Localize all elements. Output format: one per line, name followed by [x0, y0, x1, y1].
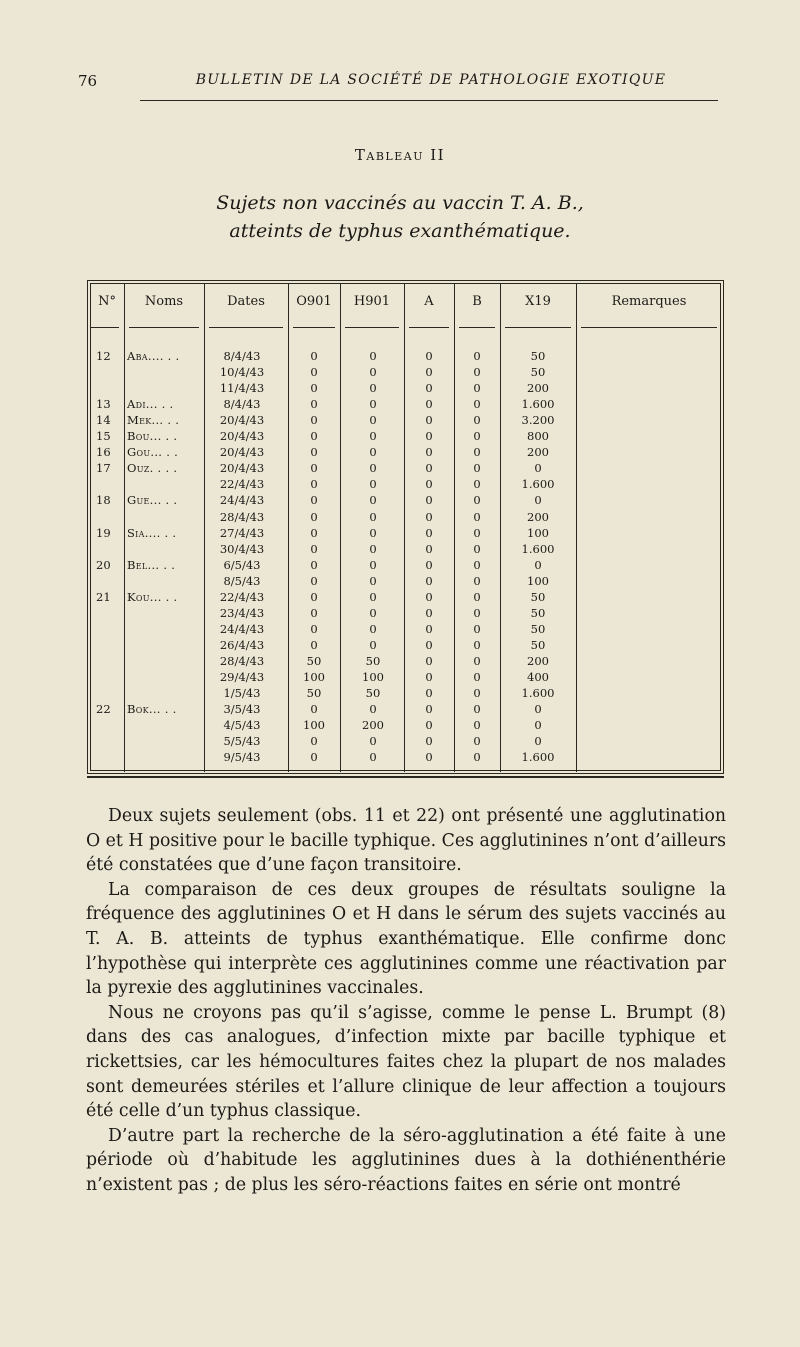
- running-header: [78, 72, 718, 96]
- row-number: 12: [96, 349, 111, 363]
- table-row: [90, 606, 720, 622]
- row-h901: 200: [362, 718, 384, 733]
- running-title: BULLETIN DE LA SOCIÉTÉ DE PATHOLOGIE EXOTIQUE: [195, 72, 667, 88]
- table-row: [90, 493, 720, 509]
- table-row: [90, 526, 720, 542]
- row-o901: 0: [310, 365, 318, 380]
- col-head-noms: Noms: [144, 294, 184, 309]
- row-number: 21: [96, 589, 111, 604]
- table-row: [90, 750, 720, 766]
- row-a: 0: [425, 718, 433, 733]
- row-o901: 0: [310, 637, 318, 652]
- row-b: 0: [473, 397, 481, 412]
- row-o901: 0: [310, 589, 318, 604]
- row-date: 20/4/43: [219, 413, 265, 428]
- row-x19: 1.600: [521, 477, 555, 492]
- row-h901: 0: [369, 509, 377, 524]
- row-o901: 0: [310, 445, 318, 460]
- row-b: 0: [473, 637, 481, 652]
- row-x19: 1.600: [521, 686, 555, 701]
- row-a: 0: [425, 750, 433, 765]
- header-rule-segment: [459, 327, 495, 328]
- table-row: [90, 718, 720, 734]
- row-x19: 800: [527, 429, 549, 444]
- col-head-a: A: [424, 294, 434, 309]
- row-x19: 200: [527, 445, 549, 460]
- row-x19: 50: [530, 589, 546, 604]
- table-row: [90, 654, 720, 670]
- row-date: 10/4/43: [219, 365, 265, 380]
- row-date: 23/4/43: [219, 605, 265, 620]
- table-row: [90, 574, 720, 590]
- row-number: 14: [96, 413, 111, 428]
- row-b: 0: [473, 477, 481, 492]
- row-x19: 3.200: [521, 413, 555, 428]
- col-head-x19: X19: [525, 294, 551, 309]
- header-rule-segment: [409, 327, 449, 328]
- row-a: 0: [425, 493, 433, 508]
- row-b: 0: [473, 493, 481, 508]
- row-b: 0: [473, 750, 481, 765]
- row-a: 0: [425, 429, 433, 444]
- row-date: 20/4/43: [219, 461, 265, 476]
- row-a: 0: [425, 605, 433, 620]
- row-x19: 100: [527, 573, 549, 588]
- table-row: [90, 510, 720, 526]
- row-a: 0: [425, 589, 433, 604]
- row-date: 4/5/43: [223, 718, 261, 733]
- col-head-h901: H901: [353, 294, 391, 309]
- row-number: 22: [96, 702, 111, 717]
- row-x19: 0: [534, 557, 542, 572]
- row-name: Sia.... . .: [127, 525, 177, 540]
- row-h901: 0: [369, 477, 377, 492]
- row-name: Gue... . .: [127, 493, 178, 508]
- row-b: 0: [473, 589, 481, 604]
- table-label: Tableau II: [354, 146, 446, 164]
- header-rule-segment: [129, 327, 199, 328]
- row-b: 0: [473, 557, 481, 572]
- row-name: Kou... . .: [127, 589, 178, 604]
- row-h901: 0: [369, 702, 377, 717]
- row-a: 0: [425, 525, 433, 540]
- row-b: 0: [473, 509, 481, 524]
- row-h901: 0: [369, 557, 377, 572]
- header-rule-segment: [581, 327, 717, 328]
- table-row: [90, 445, 720, 461]
- row-b: 0: [473, 381, 481, 396]
- row-a: 0: [425, 734, 433, 749]
- row-name: Bou... . .: [127, 429, 178, 444]
- table-row: [90, 590, 720, 606]
- row-name: Adi... . .: [127, 397, 174, 412]
- row-b: 0: [473, 653, 481, 668]
- row-x19: 400: [527, 670, 549, 684]
- row-name: Bok... . .: [127, 702, 177, 717]
- row-o901: 0: [310, 461, 318, 476]
- row-x19: 200: [527, 381, 549, 396]
- row-date: 26/4/43: [219, 637, 265, 652]
- row-date: 20/4/43: [219, 429, 265, 444]
- row-h901: 0: [369, 413, 377, 428]
- paragraph-2: La comparaison de ces deux groupes de résultats souligne la fréquence des agglutinines O et H dans le sérum des sujets vaccinés au T. A. B. atteints de typhus exanthématique. Elle confirme donc l’hypothèse qui interprète ces agglutinines comme une réactivation par la pyrexie des agglutinines vaccinales.: [86, 879, 726, 999]
- row-name: Aba.... . .: [127, 349, 180, 363]
- row-a: 0: [425, 445, 433, 460]
- header-rule-segment: [345, 327, 399, 328]
- header-rule-segment: [209, 327, 283, 328]
- row-b: 0: [473, 461, 481, 476]
- col-head-b: B: [472, 294, 482, 309]
- row-date: 8/5/43: [223, 573, 261, 588]
- row-b: 0: [473, 686, 481, 701]
- row-date: 24/4/43: [219, 493, 265, 508]
- row-x19: 50: [530, 621, 546, 636]
- paragraph-3: Nous ne croyons pas qu’il s’agisse, comme le pense L. Brumpt (8) dans des cas analogues, d’infection mixte par bacille typhique et rickettsies, car les hémocultures faites chez la plupart de nos malades sont demeurées stériles et l’allure clinique de leur affection a toujours été celle d’un typhus classique.: [86, 1002, 726, 1122]
- header-rule-segment: [90, 327, 119, 328]
- table-row: [90, 734, 720, 750]
- table-row: [90, 365, 720, 381]
- row-date: 27/4/43: [219, 525, 265, 540]
- row-o901: 0: [310, 381, 318, 396]
- row-name: Ouz. . . .: [127, 461, 178, 476]
- row-o901: 100: [303, 718, 325, 733]
- row-o901: 0: [310, 750, 318, 765]
- row-a: 0: [425, 381, 433, 396]
- table-row: [90, 638, 720, 654]
- row-h901: 50: [365, 653, 381, 668]
- row-x19: 0: [534, 734, 542, 749]
- row-number: 13: [96, 397, 111, 412]
- row-number: 20: [96, 557, 111, 572]
- row-x19: 200: [527, 509, 549, 524]
- row-date: 8/4/43: [223, 349, 261, 363]
- table-row: [90, 381, 720, 397]
- row-o901: 0: [310, 477, 318, 492]
- row-o901: 0: [310, 525, 318, 540]
- row-a: 0: [425, 477, 433, 492]
- row-o901: 0: [310, 493, 318, 508]
- row-h901: 0: [369, 365, 377, 380]
- row-a: 0: [425, 349, 433, 363]
- row-x19: 100: [527, 525, 549, 540]
- body-text: [86, 804, 726, 1198]
- header-rule-segment: [505, 327, 571, 328]
- table-row: [90, 622, 720, 638]
- header-rule: [140, 100, 718, 101]
- paragraph-1: Deux sujets seulement (obs. 11 et 22) ont présenté une agglutination O et H positive pour le bacille typhique. Ces agglutinines n’ont d’ailleurs été constatées que d’une façon transitoire.: [86, 806, 726, 876]
- col-head-no: N°: [98, 294, 116, 309]
- row-date: 28/4/43: [219, 509, 265, 524]
- row-b: 0: [473, 429, 481, 444]
- row-date: 3/5/43: [223, 702, 261, 717]
- row-h901: 0: [369, 381, 377, 396]
- row-date: 20/4/43: [219, 445, 265, 460]
- row-b: 0: [473, 573, 481, 588]
- row-x19: 200: [527, 653, 549, 668]
- row-date: 24/4/43: [219, 621, 265, 636]
- table-row: [90, 413, 720, 429]
- table-row: [90, 397, 720, 413]
- row-h901: 0: [369, 429, 377, 444]
- col-head-dates: Dates: [227, 294, 265, 309]
- row-o901: 0: [310, 621, 318, 636]
- row-a: 0: [425, 461, 433, 476]
- row-o901: 0: [310, 605, 318, 620]
- paragraph-4: D’autre part la recherche de la séro-agglutination a été faite à une période où d’habitude les agglutinines dues à la dothiénenthérie n’existent pas ; de plus les séro-réactions faites en série ont montré: [86, 1125, 726, 1195]
- row-date: 8/4/43: [223, 397, 261, 412]
- row-a: 0: [425, 573, 433, 588]
- row-a: 0: [425, 557, 433, 572]
- row-h901: 0: [369, 541, 377, 556]
- row-h901: 0: [369, 750, 377, 765]
- row-number: 17: [96, 461, 111, 476]
- col-head-remarques: Remarques: [611, 294, 687, 309]
- row-h901: 0: [369, 525, 377, 540]
- row-h901: 50: [365, 686, 381, 701]
- row-a: 0: [425, 413, 433, 428]
- row-h901: 0: [369, 493, 377, 508]
- row-number: 19: [96, 525, 111, 540]
- row-o901: 0: [310, 541, 318, 556]
- row-h901: 0: [369, 589, 377, 604]
- row-x19: 50: [530, 365, 546, 380]
- row-date: 28/4/43: [219, 653, 265, 668]
- row-a: 0: [425, 541, 433, 556]
- table-row: [90, 686, 720, 702]
- row-a: 0: [425, 670, 433, 684]
- header-rule-segment: [293, 327, 335, 328]
- row-a: 0: [425, 686, 433, 701]
- row-h901: 0: [369, 573, 377, 588]
- table-row: [90, 349, 720, 365]
- row-name: Gou... . .: [127, 445, 179, 460]
- row-h901: 0: [369, 397, 377, 412]
- row-o901: 0: [310, 349, 318, 363]
- row-h901: 0: [369, 461, 377, 476]
- row-x19: 1.600: [521, 750, 555, 765]
- row-b: 0: [473, 445, 481, 460]
- row-date: 22/4/43: [219, 589, 265, 604]
- row-date: 9/5/43: [223, 750, 261, 765]
- row-a: 0: [425, 702, 433, 717]
- row-b: 0: [473, 670, 481, 684]
- row-o901: 0: [310, 509, 318, 524]
- row-a: 0: [425, 365, 433, 380]
- row-x19: 0: [534, 718, 542, 733]
- row-o901: 0: [310, 397, 318, 412]
- row-x19: 50: [530, 349, 546, 363]
- row-x19: 0: [534, 702, 542, 717]
- table-row: [90, 670, 720, 686]
- row-a: 0: [425, 397, 433, 412]
- table-row: [90, 542, 720, 558]
- row-o901: 100: [303, 670, 325, 684]
- row-b: 0: [473, 413, 481, 428]
- table-row: [90, 461, 720, 477]
- row-a: 0: [425, 621, 433, 636]
- page-number: 76: [78, 72, 98, 90]
- row-b: 0: [473, 349, 481, 363]
- row-b: 0: [473, 541, 481, 556]
- table-row: [90, 558, 720, 574]
- row-x19: 1.600: [521, 541, 555, 556]
- row-name: Bel... . .: [127, 557, 176, 572]
- row-h901: 0: [369, 621, 377, 636]
- row-b: 0: [473, 525, 481, 540]
- row-h901: 0: [369, 445, 377, 460]
- row-x19: 50: [530, 637, 546, 652]
- row-date: 1/5/43: [223, 686, 261, 701]
- row-h901: 0: [369, 734, 377, 749]
- row-h901: 0: [369, 637, 377, 652]
- row-x19: 1.600: [521, 397, 555, 412]
- table-row: [90, 429, 720, 445]
- row-o901: 0: [310, 702, 318, 717]
- row-o901: 0: [310, 557, 318, 572]
- table-title-line1: Sujets non vaccinés au vaccin T. A. B.,: [216, 192, 584, 214]
- row-o901: 0: [310, 429, 318, 444]
- row-b: 0: [473, 734, 481, 749]
- table-bottom-rule: [87, 776, 724, 778]
- row-h901: 100: [362, 670, 384, 684]
- row-b: 0: [473, 702, 481, 717]
- table-row: [90, 702, 720, 718]
- col-head-o901: O901: [296, 294, 332, 309]
- row-a: 0: [425, 637, 433, 652]
- row-a: 0: [425, 509, 433, 524]
- row-h901: 0: [369, 349, 377, 363]
- table-row: [90, 477, 720, 493]
- row-x19: 50: [530, 605, 546, 620]
- row-date: 5/5/43: [223, 734, 261, 749]
- row-o901: 0: [310, 413, 318, 428]
- row-x19: 0: [534, 493, 542, 508]
- row-date: 6/5/43: [223, 557, 261, 572]
- row-b: 0: [473, 718, 481, 733]
- row-b: 0: [473, 605, 481, 620]
- row-a: 0: [425, 653, 433, 668]
- row-name: Mek... . .: [127, 413, 180, 428]
- row-b: 0: [473, 621, 481, 636]
- row-date: 22/4/43: [219, 477, 265, 492]
- row-date: 29/4/43: [219, 670, 265, 684]
- row-b: 0: [473, 365, 481, 380]
- row-o901: 0: [310, 734, 318, 749]
- row-number: 16: [96, 445, 111, 460]
- row-number: 15: [96, 429, 111, 444]
- row-o901: 0: [310, 573, 318, 588]
- row-o901: 50: [306, 653, 322, 668]
- row-number: 18: [96, 493, 111, 508]
- row-h901: 0: [369, 605, 377, 620]
- row-x19: 0: [534, 461, 542, 476]
- row-date: 11/4/43: [219, 381, 265, 396]
- table-title-line2: atteints de typhus exanthématique.: [229, 220, 571, 242]
- row-o901: 50: [306, 686, 322, 701]
- row-date: 30/4/43: [219, 541, 265, 556]
